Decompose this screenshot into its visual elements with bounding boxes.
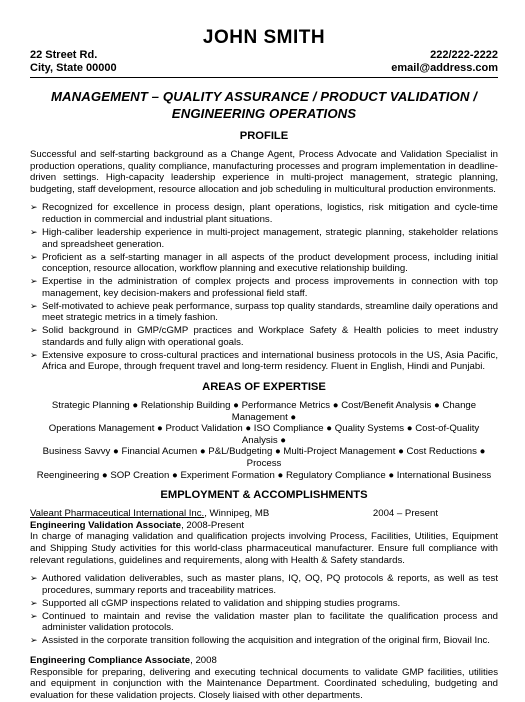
profile-bullets (30, 202, 498, 373)
employer-line (30, 508, 269, 520)
arrow-bullet-icon: ➢ (30, 349, 38, 360)
arrow-bullet-icon: ➢ (30, 251, 38, 262)
role-1-summary: In charge of managing validation and qualification projects involving Process, Facilities, Utilities, Equipment and Shipping Study activities for this world-class pharmaceutical manufacturer. Ensure full compliance with relevant regulations, guidelines and requirements, along with Health & Safety standards. (30, 531, 498, 566)
employment-heading: EMPLOYMENT & ACCOMPLISHMENTS (160, 489, 368, 502)
list-item: ➢ Supported all cGMP inspections related to validation and shipping studies programs. (30, 597, 401, 609)
role-1-title-line (30, 520, 498, 532)
list-item: ➢ Authored validation deliverables, such as master plans, IQ, OQ, PQ protocols & reports, as well as test procedures, summary reports and traceability matrices. (30, 573, 498, 596)
arrow-bullet-icon: ➢ (30, 300, 38, 311)
arrow-bullet-icon: ➢ (30, 276, 38, 287)
expertise-line: Reengineering ● SOP Creation ● Experiment Formation ● Regulatory Compliance ● International Business (36, 469, 492, 481)
title-line-1: MANAGEMENT – QUALITY ASSURANCE / PRODUCT VALIDATION / (50, 89, 478, 104)
phone-email (391, 49, 498, 75)
arrow-bullet-icon: ➢ (30, 573, 38, 584)
email: email@address.com (391, 62, 498, 74)
address-line-1: 22 Street Rd. (30, 49, 98, 61)
address-line-2: City, State 00000 (30, 62, 117, 74)
expertise-line: Strategic Planning ● Relationship Building ● Performance Metrics ● Cost/Benefit Analysis ● Change Management ● (51, 400, 477, 423)
list-item: ➢ Expertise in the administration of complex projects and process improvements in connection with top management, key decision-makers and professional field staff. (30, 276, 498, 299)
role-2-title: Engineering Compliance Associate (30, 655, 191, 667)
arrow-bullet-icon: ➢ (30, 635, 38, 646)
list-item: ➢ Self-motivated to achieve peak performance, surpass top quality standards, streamline daily operations and meet strategic metrics in a timely fashion. (30, 300, 498, 324)
list-item: ➢ Proficient as a self-starting manager in all aspects of the product development process, including initial conception, resource allocation, workflow planning and executive relationship building. (30, 251, 498, 275)
role-2-title-line (30, 655, 498, 667)
phone: 222/222-2222 (430, 49, 498, 61)
address (30, 49, 117, 75)
expertise-list (30, 400, 498, 481)
profile-summary: Successful and self-starting background as a Change Agent, Process Advocate and Validation Specialist in production operations, quality compliance, manufacturing processes and program implementation in deadline-driven settings. High-capacity leadership experience in multi-project management, strategic planning, budgeting, staff development, resource allocation and job scheduling in multicultural production environments. (30, 149, 498, 195)
expertise-line: Operations Management ● Product Validation ● ISO Compliance ● Quality Systems ● Cost-of-Quality Analysis ● (48, 423, 480, 446)
list-item: ➢ Recognized for excellence in process design, plant operations, logistics, risk mitigation and cycle-time reduction in commercial and industrial plant situations. (30, 202, 498, 225)
list-item: ➢ Assisted in the corporate transition following the acquisition and integration of the original firm, Biovail Inc. (30, 635, 490, 647)
role-2-years: , 2008 (190, 655, 217, 667)
employer-location: , Winnipeg, MB (204, 508, 270, 520)
list-item: ➢ High-caliber leadership experience in multi-project management, strategic planning, stakeholder relations and spreadsheet generation. (30, 226, 498, 250)
arrow-bullet-icon: ➢ (30, 226, 38, 237)
arrow-bullet-icon: ➢ (30, 610, 38, 621)
expertise-line: Business Savvy ● Financial Acumen ● P&L/Budgeting ● Multi-Project Management ● Cost Reductions ● Process (42, 446, 486, 469)
role-2-summary: Responsible for preparing, delivering and executing technical documents to validate GMP facilities, utilities and equipment in conjunction with the Maintenance Department. Coordinated scheduling, budgeting and evaluation for these validation projects. Closely liaised with other departments. (30, 666, 498, 702)
job-header (30, 508, 498, 520)
arrow-bullet-icon: ➢ (30, 202, 38, 213)
arrow-bullet-icon: ➢ (30, 597, 38, 608)
expertise-heading: AREAS OF EXPERTISE (202, 381, 326, 394)
profile-heading: PROFILE (239, 130, 289, 142)
employment-dates: 2004 – Present (372, 508, 438, 520)
list-item: ➢ Extensive exposure to cross-cultural practices and international business protocols in the US, Asia Pacific, Africa and Europe, through frequent travel and long-term residency. Fluent in English, Hindi and Punjabi. (30, 349, 498, 373)
role-1-title: Engineering Validation Associate (30, 519, 182, 531)
list-item: ➢ Solid background in GMP/cGMP practices and Workplace Safety & Health policies to meet industry standards and fully align with operational goals. (30, 325, 498, 348)
employer-name: Valeant Pharmaceutical International Inc. (30, 508, 205, 520)
title-line-2: ENGINEERING OPERATIONS (171, 106, 357, 121)
professional-title (30, 88, 498, 122)
arrow-bullet-icon: ➢ (30, 325, 38, 336)
role-1-bullets (30, 573, 498, 647)
candidate-name: JOHN SMITH (202, 27, 326, 48)
header-divider (30, 77, 498, 78)
contact-block (30, 49, 498, 75)
spacer (30, 648, 498, 655)
list-item: ➢ Continued to maintain and revise the validation master plan to facilitate the qualification process and administer validation protocols. (30, 610, 498, 634)
role-1-years: , 2008-Present (181, 519, 244, 531)
